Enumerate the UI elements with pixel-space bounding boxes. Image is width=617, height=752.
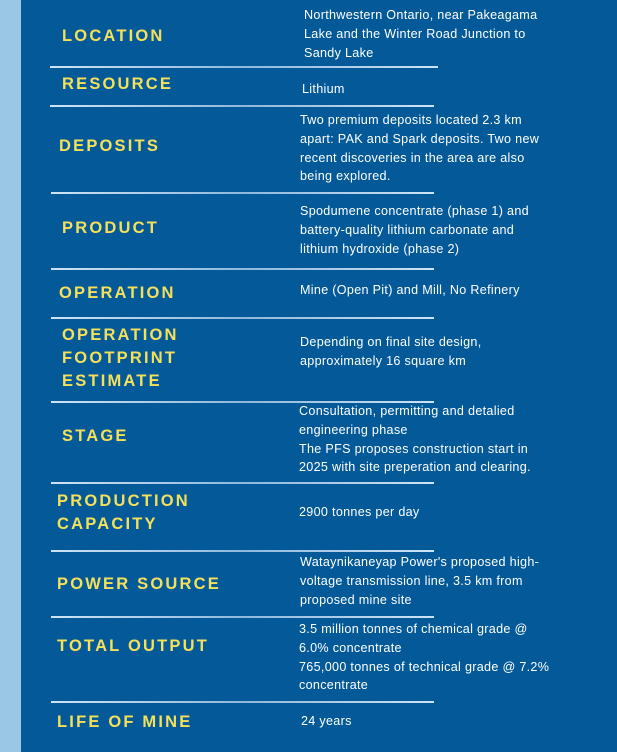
row-value [300, 202, 600, 258]
row-value-line: Northwestern Ontario, near Pakeagama [304, 8, 538, 22]
row-label-line: PRODUCT [62, 219, 159, 237]
row-divider [51, 268, 434, 270]
row-value-line: The PFS proposes construction start in [299, 441, 529, 456]
row-value-line: Lithium [302, 82, 345, 96]
row-label [59, 135, 160, 158]
row-divider [51, 482, 434, 484]
row-label-line: FOOTPRINT [62, 349, 178, 367]
row-value-line: 6.0% concentrate [299, 640, 402, 655]
row-divider [51, 317, 434, 319]
row-value-line: lithium hydroxide (phase 2) [300, 241, 460, 256]
row-label-line: LIFE OF MINE [57, 713, 193, 731]
row-label-line: DEPOSITS [59, 137, 161, 155]
row-label-line: POWER SOURCE [57, 575, 221, 593]
row-label [62, 324, 179, 393]
row-value-line: voltage transmission line, 3.5 km from [300, 573, 523, 588]
row-divider [50, 66, 438, 68]
row-value-line: battery-quality lithium carbonate and [300, 222, 515, 237]
row-value-line: 3.5 million tonnes of chemical grade @ [299, 622, 528, 636]
row-value-line: 765,000 tonnes of technical grade @ 7.2% [299, 659, 550, 674]
row-value-line: Spodumene concentrate (phase 1) and [300, 204, 529, 218]
row-value-line: apart: PAK and Spark deposits. Two new [300, 131, 540, 146]
row-value [302, 80, 602, 99]
row-value [299, 402, 599, 477]
row-value-line: 2900 tonnes per day [299, 505, 420, 519]
row-value [300, 553, 600, 609]
row-label [59, 282, 176, 305]
row-divider [51, 701, 434, 703]
row-value-line: Sandy Lake [304, 45, 374, 60]
row-value-line: Wataynikaneyap Power's proposed high- [300, 555, 540, 569]
row-label [57, 635, 209, 658]
row-value [299, 620, 599, 695]
row-divider [51, 192, 434, 194]
row-value-line: concentrate [299, 678, 369, 693]
row-value-line: Lake and the Winter Road Junction to [304, 26, 526, 41]
row-label [62, 73, 173, 96]
row-value [300, 111, 600, 186]
row-value [300, 333, 600, 371]
row-label-line: RESOURCE [62, 75, 174, 93]
row-value-line: 24 years [301, 714, 352, 728]
row-divider [50, 105, 434, 107]
row-label-line: CAPACITY [57, 515, 158, 533]
row-label-line: TOTAL OUTPUT [57, 637, 209, 655]
row-label-line: STAGE [62, 427, 129, 445]
row-value [304, 6, 604, 62]
row-value-line: proposed mine site [300, 592, 412, 607]
row-value-line: Mine (Open Pit) and Mill, No Refinery [300, 283, 520, 297]
row-value-line: 2025 with site preperation and clearing. [299, 460, 531, 475]
row-label-line: LOCATION [62, 27, 165, 45]
row-value-line: approximately 16 square km [300, 353, 466, 368]
row-label [62, 217, 159, 240]
row-value [299, 503, 599, 522]
row-value-line: recent discoveries in the area are also [300, 150, 525, 165]
row-label-line: ESTIMATE [62, 372, 162, 390]
row-label [57, 711, 192, 734]
row-label [62, 25, 165, 48]
row-value-line: Two premium deposits located 2.3 km [300, 113, 522, 127]
row-divider [51, 616, 434, 618]
row-value-line: being explored. [300, 169, 391, 184]
row-value-line: engineering phase [299, 422, 408, 437]
row-label [57, 490, 190, 536]
row-divider [51, 550, 434, 552]
row-value [301, 712, 601, 731]
row-value-line: Consultation, permitting and detalied [299, 404, 515, 418]
left-accent-strip [0, 0, 21, 752]
row-label-line: PRODUCTION [57, 492, 190, 510]
row-label [57, 573, 221, 596]
row-value-line: Depending on final site design, [300, 335, 482, 349]
row-value [300, 281, 600, 300]
row-label-line: OPERATION [62, 326, 179, 344]
row-label [62, 425, 129, 448]
row-label-line: OPERATION [59, 284, 176, 302]
